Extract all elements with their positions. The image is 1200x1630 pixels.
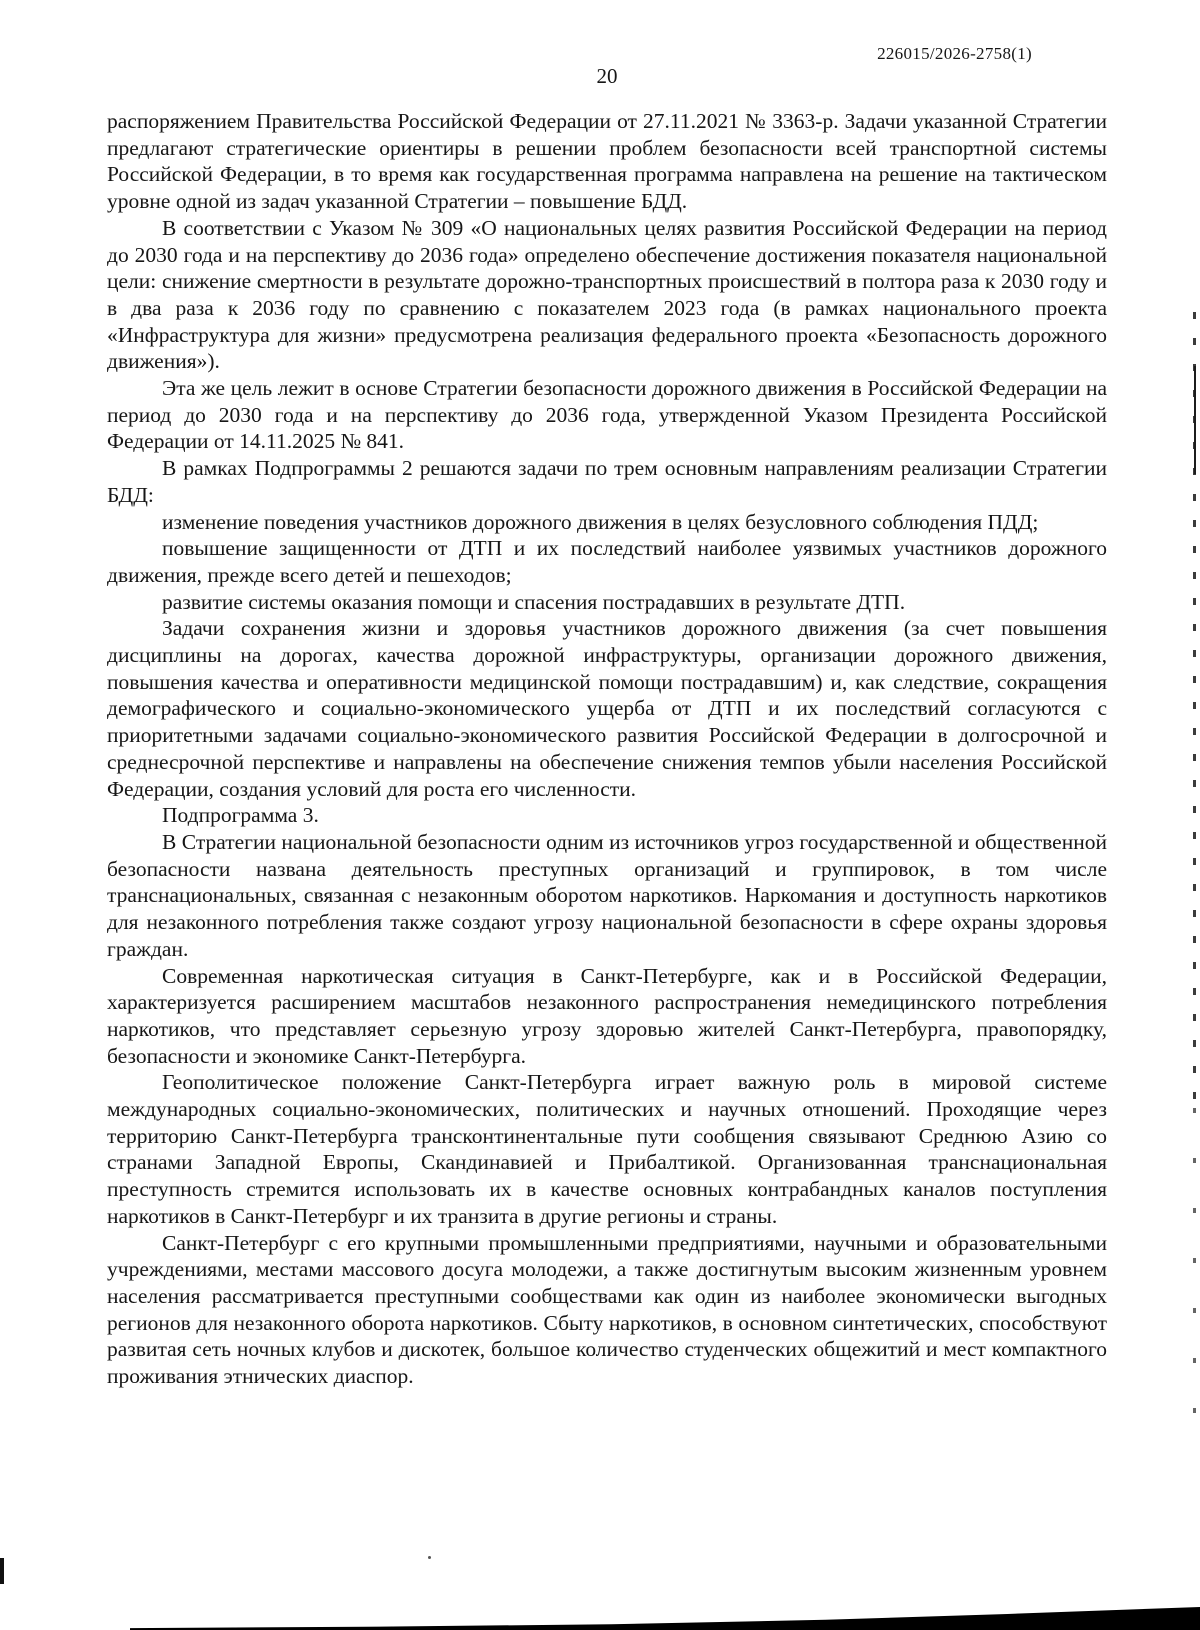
paragraph: Санкт-Петербург с его крупными промышленными предприятиями, научными и образовательными учреждениями, местами массового досуга молодежи, а также достигнутым высоким жизненным уровнем населения рассматривается преступными сообществами как один из наиболее экономически выгодных регионов для незаконного оборота наркотиков. Сбыту наркотиков, в основном синтетических, способствуют развитая сеть ночных клубов и дискотек, большое количество студенческих общежитий и мест компактного проживания этнических диаспор. <box>107 1230 1107 1389</box>
paragraph: Подпрограмма 3. <box>162 803 319 828</box>
paragraph: развитие системы оказания помощи и спасения пострадавших в результате ДТП. <box>162 589 906 614</box>
paragraph: изменение поведения участников дорожного движения в целях безусловного соблюдения ПДД; <box>162 509 1039 534</box>
paragraph: повышение защищенности от ДТП и их последствий наиболее уязвимых участников дорожного движения, прежде всего детей и пешеходов; <box>107 536 1107 587</box>
scan-artifact-bottom-black-wedge <box>130 1598 1200 1630</box>
paragraph: распоряжением Правительства Российской Федерации от 27.11.2021 № 3363-р. Задачи указанной Стратегии предлагают стратегические ориентиры в решении проблем безопасности всей транспортной системы Российской Федерации, в то время как государственная программа направлена на решение на тактическом уровне одной из задач указанной Стратегии – повышение БДД. <box>107 109 1107 214</box>
scan-artifact-right-solid-segment <box>1194 366 1196 474</box>
scan-artifact-right-dashed-line-lower <box>1193 1108 1196 1448</box>
paragraph: Задачи сохранения жизни и здоровья участников дорожного движения (за счет повышения дисциплины на дорогах, качества дорожной инфраструктуры, организации дорожного движения, повышения качества и оперативности медицинской помощи пострадавшим) и, как следствие, сокращения демографического и социально-экономического ущерба от ДТП и их последствий согласуются с приоритетными задачами социально-экономического развития Российской Федерации в долгосрочной и среднесрочной перспективе и направлены на обеспечение снижения темпов убыли населения Российской Федерации, создания условий для роста его численности. <box>107 616 1107 801</box>
paragraph: Эта же цель лежит в основе Стратегии безопасности дорожного движения в Российской Федерации на период до 2030 года и на перспективу до 2036 года, утвержденной Указом Президента Российской Федерации от 14.11.2025 № 841. <box>107 376 1107 454</box>
page-number: 20 <box>596 64 618 88</box>
document-registration-number: 226015/2026-2758(1) <box>877 44 1032 63</box>
paragraph: В соответствии с Указом № 309 «О национальных целях развития Российской Федерации на период до 2030 года и на перспективу до 2036 года» определено обеспечение достижения показателя национальной цели: снижение смертности в результате дорожно-транспортных происшествий в полтора раза к 2030 году и в два раза к 2036 году по сравнению с показателем 2023 года (в рамках национального проекта «Инфраструктура для жизни» предусмотрена реализация федерального проекта «Безопасность дорожного движения»). <box>107 215 1107 374</box>
scan-artifact-left-edge-tick <box>0 1558 4 1584</box>
scan-artifact-speck <box>428 1556 431 1559</box>
document-body-text <box>107 108 1107 1390</box>
paragraph: В Стратегии национальной безопасности одним из источников угроз государственной и общественной безопасности названа деятельность преступных организаций и группировок, в том числе транснациональных, связанная с незаконным оборотом наркотиков. Наркомания и доступность наркотиков для незаконного потребления также создают угрозу национальной безопасности в сфере охраны здоровья граждан. <box>107 829 1107 961</box>
paragraph: Современная наркотическая ситуация в Санкт-Петербурге, как и в Российской Федерации, характеризуется расширением масштабов незаконного распространения немедицинского потребления наркотиков, что представляет серьезную угрозу здоровью жителей Санкт-Петербурга, правопорядку, безопасности и экономике Санкт-Петербурга. <box>107 963 1107 1068</box>
paragraph: Геополитическое положение Санкт-Петербурга играет важную роль в мировой системе международных социально-экономических, политических и научных отношений. Проходящие через территорию Санкт-Петербурга трансконтинентальные пути сообщения связывают Среднюю Азию со странами Западной Европы, Скандинавией и Прибалтикой. Организованная транснациональная преступность стремится использовать их в качестве основных контрабандных каналов поступления наркотиков в Санкт-Петербург и их транзита в другие регионы и страны. <box>107 1070 1107 1228</box>
paragraph: В рамках Подпрограммы 2 решаются задачи по трем основным направлениям реализации Стратегии БДД: <box>107 456 1107 507</box>
